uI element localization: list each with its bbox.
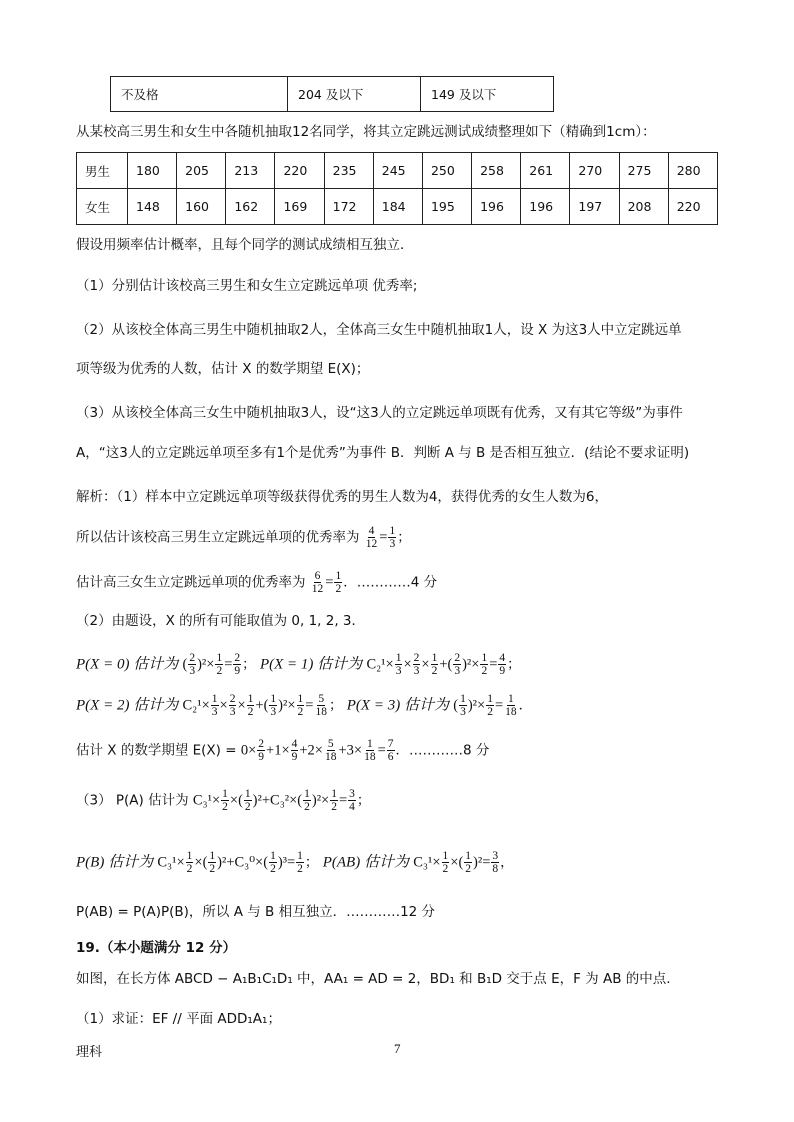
table-cell: 220: [275, 153, 324, 189]
fraction: $\frac{1}{3}$: [389, 525, 396, 550]
assumption-text: 假设用频率估计概率，且每个同学的测试成绩相互独立．: [76, 237, 414, 253]
prob-line-2: P(X = 2) 估计为 C₂¹× $\frac{1}{3}$ × $\frac{2}{3}$ × $\frac{1}{2}$ +( $\frac{1}{3}$ )²× $\frac{1}{2}$ = $\frac{5}{18}$ ； P(X = 3) 估计为 ( $\frac{1}{3}$ )²× $\frac{1}{2}$ = $\frac{1}{18}$ ．: [76, 693, 533, 718]
table-cell: 169: [275, 189, 324, 225]
question-19-text: 如图，在长方体 ABCD − A₁B₁C₁D₁ 中，AA₁ = AD = 2，BD₁ 和 B₁D 交于点 E，F 为 AB 的中点.: [76, 971, 671, 987]
score-mark: ．…………4 分: [343, 574, 438, 591]
pab-label: P(AB) 估计为: [322, 854, 409, 871]
table-cell: 196: [472, 189, 521, 225]
table-cell: 261: [521, 153, 570, 189]
table-cell: 208: [619, 189, 668, 225]
score-mark: ．…………8 分: [395, 742, 490, 759]
question-3-line2: A，“这3人的立定跳远单项至多有1个是优秀”为事件 B．判断 A 与 B 是否相互独立．(结论不要求证明): [76, 445, 690, 461]
intro-text: 从某校高三男生和女生中各随机抽取12名同学，将其立定跳远测试成绩整理如下（精确到1cm）：: [76, 124, 656, 140]
table-cell: 250: [422, 153, 471, 189]
table-cell: 160: [177, 189, 226, 225]
score-table: [76, 152, 718, 225]
question-1: （1）分别估计该校高三男生和女生立定跳远单项 优秀率;: [76, 278, 418, 294]
grade-cell: 149 及以下: [421, 77, 554, 112]
prob-label: P(X = 0) 估计为: [76, 656, 179, 673]
table-cell: 258: [472, 153, 521, 189]
table-cell: 220: [668, 189, 717, 225]
prob-label: P(X = 1) 估计为: [259, 656, 363, 673]
footer-label: 理科: [76, 1044, 103, 1059]
prob-line-1: P(X = 0) 估计为 ( $\frac{2}{3}$ )²× $\frac{1}{2}$ = $\frac{2}{9}$ ； P(X = 1) 估计为 C₂¹× $\frac{1}{3}$ × $\frac{2}{3}$ × $\frac{1}{2}$ +( $\frac{2}{3}$ )²× $\frac{1}{2}$ = $\frac{4}{9}$ ；: [76, 652, 521, 677]
solution-line-2: 所以估计该校高三男生立定跳远单项的优秀率为 $\frac{4}{12}$ = $\frac{1}{3}$ ；: [76, 525, 411, 550]
grade-cell: 不及格: [111, 77, 288, 112]
table-cell: 148: [128, 189, 177, 225]
pb-line: P(B) 估计为 C₃¹× $\frac{1}{2}$ ×( $\frac{1}{2}$ )²+C₃⁰×( $\frac{1}{2}$ )³= $\frac{1}{2}$ ； P(AB) 估计为 C₃¹× $\frac{1}{2}$ ×( $\frac{1}{2}$ )²= $\frac{3}{8}$ ，: [76, 850, 514, 875]
question-2-line2: 项等级为优秀的人数，估计 X 的数学期望 E(X)；: [76, 361, 370, 377]
row-label: 男生: [77, 153, 128, 189]
solution-line-4: （2）由题设，X 的所有可能取值为 0, 1, 2, 3．: [76, 613, 366, 629]
table-cell: 195: [422, 189, 471, 225]
solution-text: 估计高三女生立定跳远单项的优秀率为: [76, 574, 306, 591]
pb-label: P(B) 估计为: [76, 854, 154, 871]
table-cell: 184: [373, 189, 422, 225]
expectation-label: 估计 X 的数学期望 E(X) =: [76, 742, 241, 759]
table-row: [77, 189, 718, 225]
solution-line-1: 解析：（1）样本中立定跳远单项等级获得优秀的男生人数为4，获得优秀的女生人数为6，: [76, 489, 609, 505]
prob-label: P(X = 3) 估计为: [346, 697, 449, 714]
final-conclusion: P(AB) = P(A)P(B)，所以 A 与 B 相互独立．…………12 分: [76, 904, 436, 920]
page-number: 7: [394, 1041, 401, 1056]
table-cell: 235: [324, 153, 373, 189]
fraction: $\frac{6}{12}$: [311, 570, 324, 595]
fraction: $\frac{1}{2}$: [335, 570, 342, 595]
question-19-part1: （1）求证：EF // 平面 ADD₁A₁；: [76, 1011, 281, 1027]
prob-label: P(X = 2) 估计为: [76, 697, 179, 714]
question-2-line1: （2）从该校全体高三男生中随机抽取2人，全体高三女生中随机抽取1人，设 X 为这3人中立定跳远单: [76, 322, 682, 338]
fraction: $\frac{4}{12}$: [365, 525, 378, 550]
pa-line: （3） P(A) 估计为 C₃¹× $\frac{1}{2}$ ×( $\frac{1}{2}$ )²+C₃²×( $\frac{1}{2}$ )²× $\frac{1}{2}$ = $\frac{3}{4}$ ；: [76, 788, 371, 813]
table-cell: 172: [324, 189, 373, 225]
pa-label: （3） P(A) 估计为: [76, 792, 189, 809]
table-cell: 275: [619, 153, 668, 189]
table-cell: 280: [668, 153, 717, 189]
question-19-title: 19.（本小题满分 12 分）: [76, 940, 237, 956]
table-cell: 196: [521, 189, 570, 225]
table-cell: 197: [570, 189, 619, 225]
table-row: [77, 153, 718, 189]
table-cell: 205: [177, 153, 226, 189]
table-cell: 270: [570, 153, 619, 189]
solution-text: 所以估计该校高三男生立定跳远单项的优秀率为: [76, 529, 360, 546]
row-label: 女生: [77, 189, 128, 225]
expectation-line: 估计 X 的数学期望 E(X) = 0× $\frac{2}{9}$ +1× $\frac{4}{9}$ +2× $\frac{5}{18}$ +3× $\frac{1}{18}$ = $\frac{7}{6}$ ．…………8 分: [76, 738, 490, 763]
table-cell: 162: [226, 189, 275, 225]
table-cell: 213: [226, 153, 275, 189]
solution-line-3: 估计高三女生立定跳远单项的优秀率为 $\frac{6}{12}$ = $\frac{1}{2}$ ．…………4 分: [76, 570, 438, 595]
table-cell: 180: [128, 153, 177, 189]
grade-cell: 204 及以下: [288, 77, 421, 112]
grade-table: [110, 76, 554, 112]
question-3-line1: （3）从该校全体高三女生中随机抽取3人，设“这3人的立定跳远单项既有优秀，又有其它等级”为事件: [76, 405, 683, 421]
table-cell: 245: [373, 153, 422, 189]
